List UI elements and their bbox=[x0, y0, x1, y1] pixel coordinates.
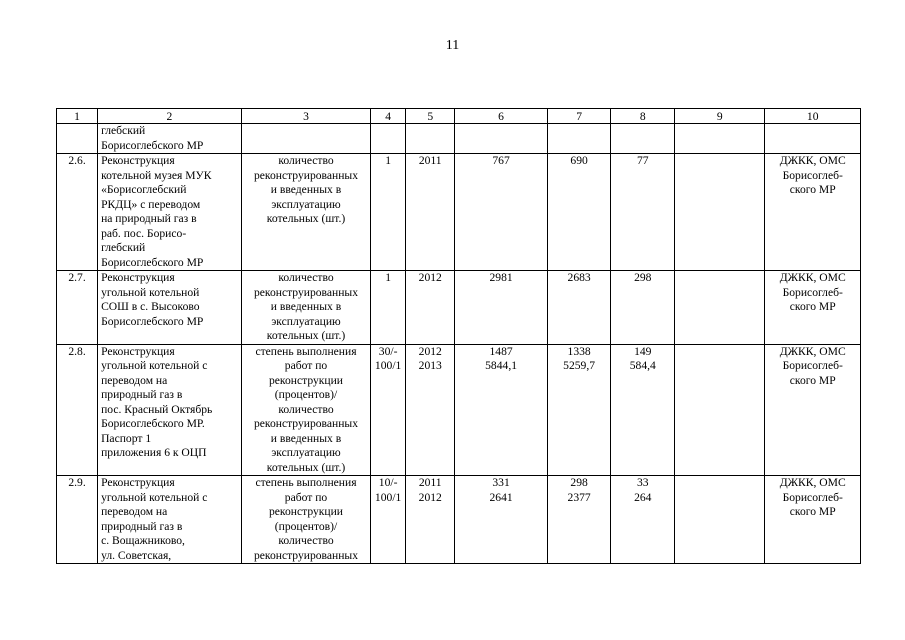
amount-col7: 1338 5259,7 bbox=[547, 344, 611, 476]
years: 2011 bbox=[406, 154, 455, 271]
executor: ДЖКК, ОМС Борисоглеб- ского МР bbox=[765, 271, 861, 345]
total-amount: 2981 bbox=[455, 271, 547, 345]
years: 2012 bbox=[406, 271, 455, 345]
header-cell: 6 bbox=[455, 109, 547, 124]
header-cell: 4 bbox=[371, 109, 406, 124]
row-number: 2.8. bbox=[57, 344, 98, 476]
row-number: 2.7. bbox=[57, 271, 98, 345]
amount-col9 bbox=[675, 154, 765, 271]
table-row bbox=[57, 154, 861, 271]
header-row bbox=[57, 109, 861, 124]
table-row-continuation bbox=[57, 124, 861, 154]
measure-name: глебский Борисоглебского МР bbox=[98, 124, 242, 154]
amount-col9 bbox=[675, 476, 765, 564]
header-cell: 9 bbox=[675, 109, 765, 124]
indicator-value: 1 bbox=[371, 271, 406, 345]
amount-col8: 298 bbox=[611, 271, 675, 345]
executor: ДЖКК, ОМС Борисоглеб- ского МР bbox=[765, 344, 861, 476]
row-number: 2.6. bbox=[57, 154, 98, 271]
amount-col7: 690 bbox=[547, 154, 611, 271]
years: 2012 2013 bbox=[406, 344, 455, 476]
indicator: степень выполнения работ по реконструкции (процентов)/ количество реконструированных bbox=[241, 476, 370, 564]
row-number: 2.9. bbox=[57, 476, 98, 564]
measure-name: Реконструкция угольной котельной с переводом на природный газ в с. Вощажниково, ул. Советская, bbox=[98, 476, 242, 564]
indicator: количество реконструированных и введенных в эксплуатацию котельных (шт.) bbox=[241, 154, 370, 271]
executor: ДЖКК, ОМС Борисоглеб- ского МР bbox=[765, 476, 861, 564]
page-number: 11 bbox=[445, 38, 460, 53]
total-amount: 767 bbox=[455, 154, 547, 271]
total-amount: 331 2641 bbox=[455, 476, 547, 564]
measure-name: Реконструкция угольной котельной СОШ в с. Высоково Борисоглебского МР bbox=[98, 271, 242, 345]
header-cell: 8 bbox=[611, 109, 675, 124]
program-table bbox=[56, 108, 861, 564]
header-cell: 5 bbox=[406, 109, 455, 124]
total-amount: 1487 5844,1 bbox=[455, 344, 547, 476]
amount-col9 bbox=[675, 344, 765, 476]
table-row bbox=[57, 476, 861, 564]
header-cell: 10 bbox=[765, 109, 861, 124]
header-cell: 1 bbox=[57, 109, 98, 124]
table-row bbox=[57, 271, 861, 345]
amount-col8: 77 bbox=[611, 154, 675, 271]
header-cell: 3 bbox=[241, 109, 370, 124]
indicator: степень выполнения работ по реконструкции (процентов)/ количество реконструированных и введенных в эксплуатацию котельных (шт.) bbox=[241, 344, 370, 476]
header-cell: 7 bbox=[547, 109, 611, 124]
indicator: количество реконструированных и введенных в эксплуатацию котельных (шт.) bbox=[241, 271, 370, 345]
measure-name: Реконструкция угольной котельной с переводом на природный газ в пос. Красный Октябрь Борисоглебского МР. Паспорт 1 приложения 6 к ОЦП bbox=[98, 344, 242, 476]
amount-col9 bbox=[675, 271, 765, 345]
header-cell: 2 bbox=[98, 109, 242, 124]
indicator-value: 1 bbox=[371, 154, 406, 271]
amount-col8: 33 264 bbox=[611, 476, 675, 564]
amount-col7: 298 2377 bbox=[547, 476, 611, 564]
table-row bbox=[57, 344, 861, 476]
indicator-value: 30/- 100/1 bbox=[371, 344, 406, 476]
executor: ДЖКК, ОМС Борисоглеб- ского МР bbox=[765, 154, 861, 271]
measure-name: Реконструкция котельной музея МУК «Борисоглебский РКДЦ» с переводом на природный газ в раб. пос. Борисо- глебский Борисоглебского МР bbox=[98, 154, 242, 271]
indicator-value: 10/- 100/1 bbox=[371, 476, 406, 564]
amount-col8: 149 584,4 bbox=[611, 344, 675, 476]
amount-col7: 2683 bbox=[547, 271, 611, 345]
years: 2011 2012 bbox=[406, 476, 455, 564]
